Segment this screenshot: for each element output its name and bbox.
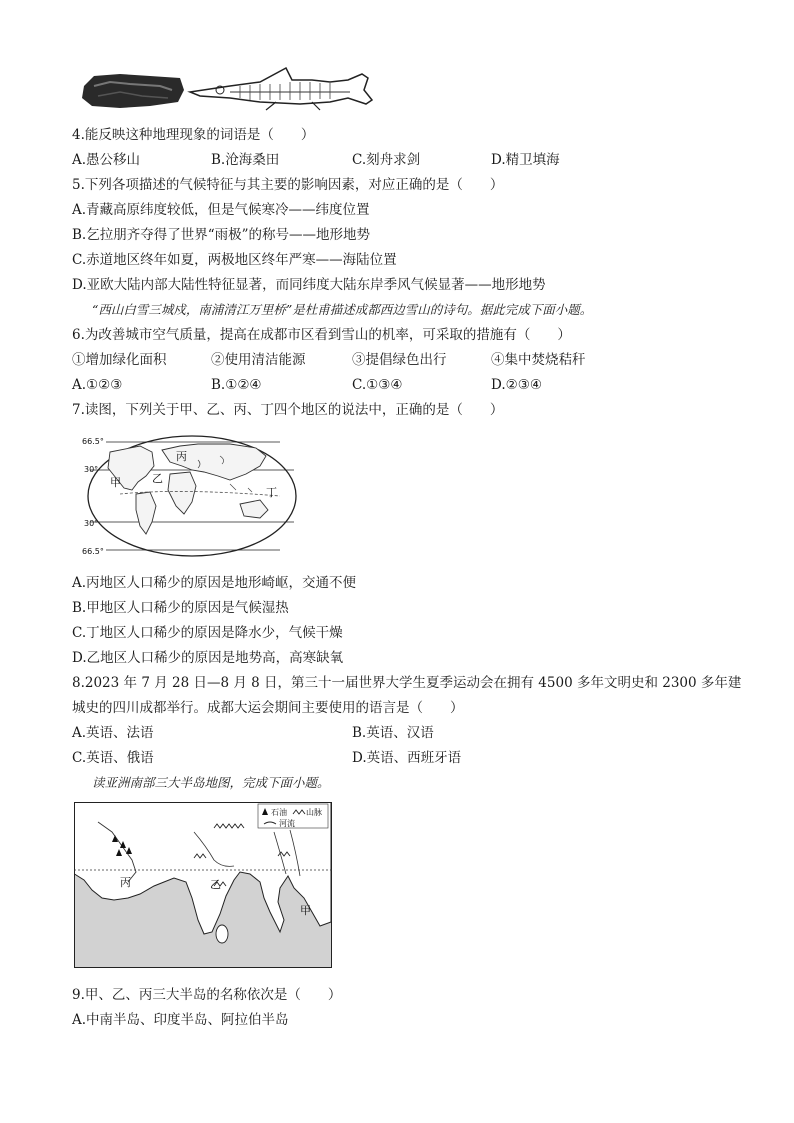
q8-stem-line1: 8.2023 年 7 月 28 日—8 月 8 日，第三十一届世界大学生夏季运动会在拥有 4500 多年文明史和 2300 多年建 xyxy=(72,675,742,691)
q6-measure-1: ①增加绿化面积 xyxy=(72,352,167,368)
q8-option-d[interactable]: D.英语、西班牙语 xyxy=(352,750,462,766)
q6-option-c[interactable]: C.①③④ xyxy=(352,377,403,393)
q5-option-b[interactable]: B.乞拉朋齐夺得了世界“雨极”的称号——地形地势 xyxy=(72,227,371,243)
q8-option-c[interactable]: C.英语、俄语 xyxy=(72,750,154,766)
q9-intro: 读亚洲南部三大半岛地图，完成下面小题。 xyxy=(92,775,330,790)
q6-stem: 6.为改善城市空气质量，提高在成都市区看到雪山的机率，可采取的措施有（ ） xyxy=(72,327,571,343)
q8-option-a[interactable]: A.英语、法语 xyxy=(72,725,154,741)
world-map-figure xyxy=(80,430,300,560)
q7-stem: 7.读图，下列关于甲、乙、丙、丁四个地区的说法中，正确的是（ ） xyxy=(72,402,504,418)
map1-lat-30n: 30° xyxy=(84,465,99,474)
q6-measure-3: ③提倡绿色出行 xyxy=(352,352,447,368)
q8-option-b[interactable]: B.英语、汉语 xyxy=(352,725,434,741)
south-asia-map-figure xyxy=(74,802,332,968)
legend-oil-label: 石油 xyxy=(271,808,287,817)
q5-option-c[interactable]: C.赤道地区终年如夏，两极地区终年严寒——海陆位置 xyxy=(72,252,397,268)
q6-option-b[interactable]: B.①②④ xyxy=(211,377,262,393)
q7-option-a[interactable]: A.丙地区人口稀少的原因是地形崎岖，交通不便 xyxy=(72,575,357,591)
map2-label-jia: 甲 xyxy=(300,904,311,917)
fossil-illustration xyxy=(80,62,380,112)
q5-option-d[interactable]: D.亚欧大陆内部大陆性特征显著，而同纬度大陆东岸季风气候显著——地形地势 xyxy=(72,277,546,293)
q7-option-c[interactable]: C.丁地区人口稀少的原因是降水少，气候干燥 xyxy=(72,625,343,641)
q4-stem: 4.能反映这种地理现象的词语是（ ） xyxy=(72,127,315,143)
map1-label-bing: 丙 xyxy=(176,450,187,463)
map1-lat-66n: 66.5° xyxy=(82,437,104,446)
q4-option-b[interactable]: B.沧海桑田 xyxy=(211,152,280,168)
map1-lat-66s: 66.5° xyxy=(82,547,104,556)
q9-stem: 9.甲、乙、丙三大半岛的名称依次是（ ） xyxy=(72,987,342,1003)
legend-river-label: 河流 xyxy=(279,819,295,828)
q7-option-b[interactable]: B.甲地区人口稀少的原因是气候湿热 xyxy=(72,600,289,616)
q5-option-a[interactable]: A.青藏高原纬度较低，但是气候寒冷——纬度位置 xyxy=(72,202,370,218)
q4-option-c[interactable]: C.刻舟求剑 xyxy=(352,152,421,168)
q6-measure-4: ④集中焚烧秸秆 xyxy=(491,352,586,368)
q6-intro: “西山白雪三城戍，南浦清江万里桥”是杜甫描述成都西边雪山的诗句。据此完成下面小题。 xyxy=(92,302,593,317)
q7-option-d[interactable]: D.乙地区人口稀少的原因是地势高，高寒缺氧 xyxy=(72,650,344,666)
map1-label-jia: 甲 xyxy=(110,476,121,489)
q6-option-a[interactable]: A.①②③ xyxy=(72,377,123,393)
q4-option-a[interactable]: A.愚公移山 xyxy=(72,152,141,168)
q4-option-d[interactable]: D.精卫填海 xyxy=(491,152,560,168)
q9-option-a[interactable]: A.中南半岛、印度半岛、阿拉伯半岛 xyxy=(72,1012,289,1028)
map1-label-ding: 丁 xyxy=(266,486,277,499)
map1-lat-30s: 30° xyxy=(84,519,99,528)
q8-stem-line2: 城史的四川成都举行。成都大运会期间主要使用的语言是（ ） xyxy=(72,700,464,716)
legend-mountain-label: 山脉 xyxy=(306,808,322,817)
q6-measure-2: ②使用清洁能源 xyxy=(211,352,306,368)
map1-label-yi: 乙 xyxy=(152,472,163,485)
q6-option-d[interactable]: D.②③④ xyxy=(491,377,542,393)
q5-stem: 5.下列各项描述的气候特征与其主要的影响因素，对应正确的是（ ） xyxy=(72,177,504,193)
map2-label-yi: 乙 xyxy=(210,878,221,891)
map2-label-bing: 丙 xyxy=(120,876,131,889)
